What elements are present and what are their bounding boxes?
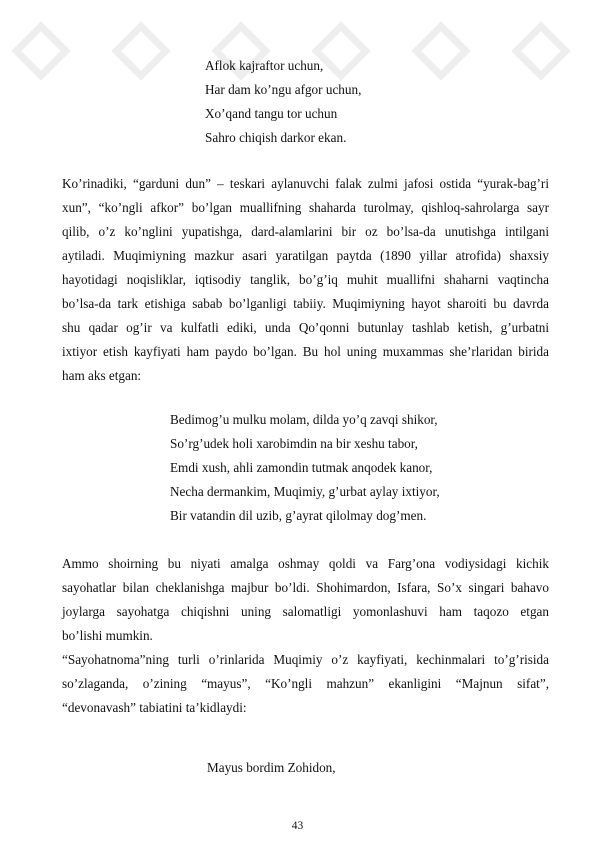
paragraph-line: Ko’rinadiki, “garduni dun” – teskari aylanuvchi falak zulmi jafosi ostida “yurak-bag’ri xyxy=(62,176,549,191)
poem-line: Bedimog’u mulku molam, dilda yo’q zavqi shikor, xyxy=(170,412,438,427)
paragraph-line: bo’lsa-da tark etishiga sabab bo’lganligi tabiiy. Muqimiyning hayot sharoiti bu davrda xyxy=(62,296,549,311)
poem-line: So’rg’udek holi xarobimdin na bir xeshu tabor, xyxy=(170,436,418,451)
poem-line: Har dam ko’ngu afgor uchun, xyxy=(205,82,362,97)
poem-line: Mayus bordim Zohidon, xyxy=(207,760,336,775)
paragraph-line: joylarga sayohatga chiqishni uning salomatligi yomonlashuvi ham taqozo etgan xyxy=(62,604,549,619)
paragraph-line: ixtiyor etish kayfiyati ham paydo bo’lgan. Bu hol uning muxammas she’rlaridan birida xyxy=(62,344,549,359)
poem-line: Emdi xush, ahli zamondin tutmak anqodek kanor, xyxy=(170,460,433,475)
paragraph-line: ham aks etgan: xyxy=(62,368,142,383)
paragraph-line: “Sayohatnoma”ning turli o’rinlarida Muqimiy o’z kayfiyati, kechinmalari to’g’risida xyxy=(62,652,549,667)
page-number: 43 xyxy=(291,820,304,832)
poem-line: Bir vatandin dil uzib, g’ayrat qilolmay dog’men. xyxy=(170,508,427,523)
paragraph-line: “devonavash” tabiatini ta’kidlaydi: xyxy=(62,700,247,715)
body-paragraph-1 xyxy=(62,172,549,388)
paragraph-line: aytiladi. Muqimiyning mazkur asari yaratilgan paytda (1890 yillar atrofida) shaxsiy xyxy=(62,248,549,263)
poem-line: Sahro chiqish darkor ekan. xyxy=(205,130,347,145)
poem-line: Aflok kajraftor uchun, xyxy=(205,58,324,73)
poem-line: Necha dermankim, Muqimiy, g’urbat aylay ixtiyor, xyxy=(170,484,440,499)
body-paragraph-2 xyxy=(62,552,549,648)
poem-line: Xo’qand tangu tor uchun xyxy=(205,106,338,121)
paragraph-line: qilib, o’z ko’nglini yupatishga, dard-alamlarini bir oz bo’lsa-da unutishga intilgani xyxy=(62,224,549,239)
paragraph-line: shu qadar og’ir va kulfatli ediki, unda Qo’qonni butunlay tashlab ketish, g’urbatni xyxy=(62,320,549,335)
paragraph-line: bo’lishi mumkin. xyxy=(62,628,153,643)
paragraph-line: sayohatlar bilan cheklanishga majbur bo’ldi. Shohimardon, Isfara, So’x singari bahavo xyxy=(62,580,549,595)
body-paragraph-3 xyxy=(62,648,549,720)
paragraph-line: hayotidagi noqisliklar, iqtisodiy tanglik, bo’g’iq muhit muallifni shaharni vaqtincha xyxy=(62,272,549,287)
paragraph-line: Ammo shoirning bu niyati amalga oshmay qoldi va Farg’ona vodiysidagi kichik xyxy=(62,556,549,571)
paragraph-line: so’zlaganda, o’zining “mayus”, “Ko’ngli mahzun” ekanligini “Majnun sifat”, xyxy=(62,676,549,691)
paragraph-line: xun”, “ko’ngli afkor” bo’lgan muallifning shaharda turolmay, qishloq-sahrolarga sayr xyxy=(62,200,549,215)
